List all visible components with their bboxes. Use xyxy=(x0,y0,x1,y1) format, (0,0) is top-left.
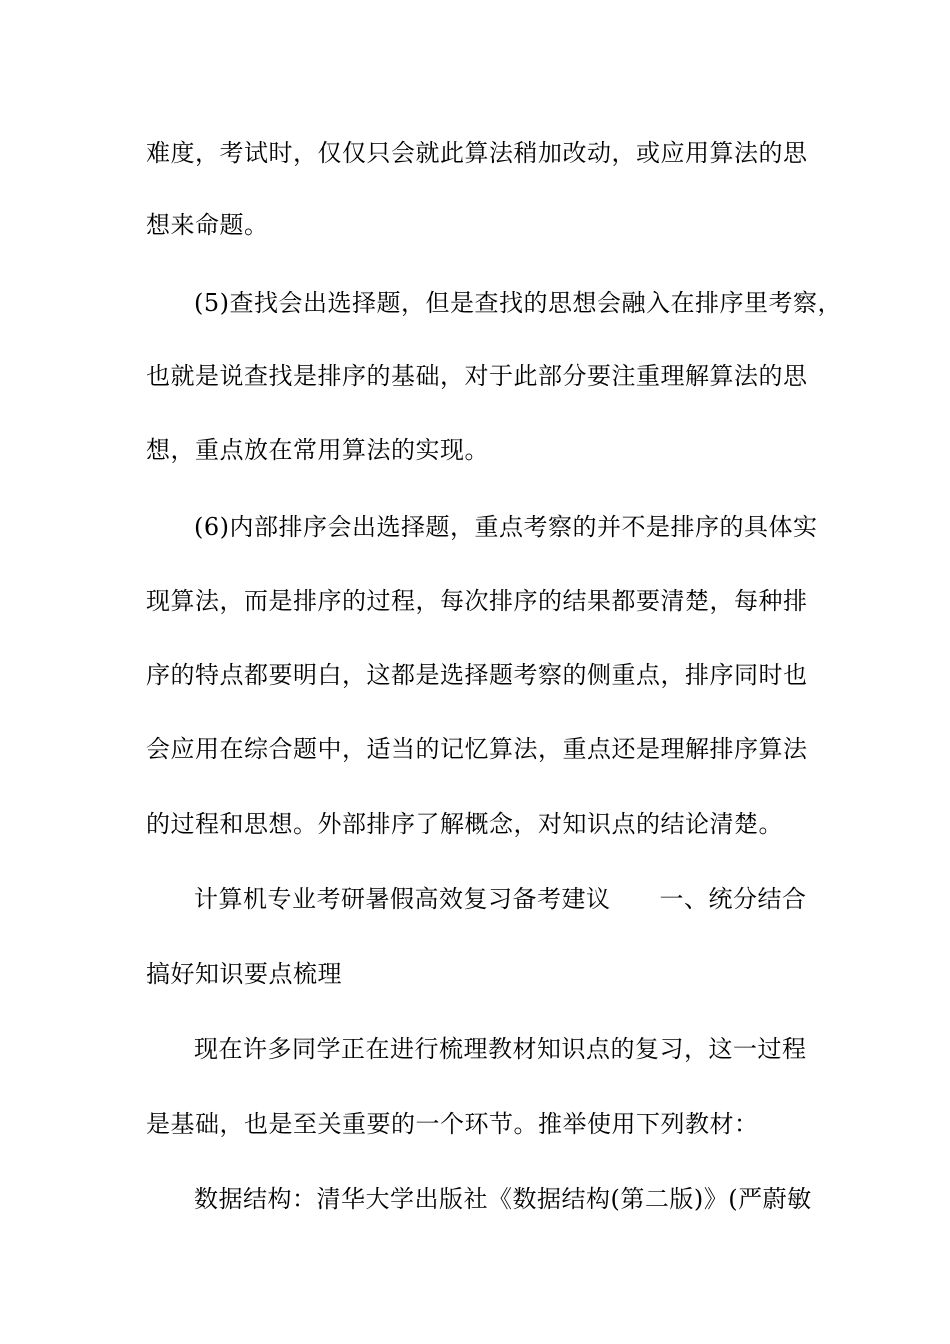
paragraph-start-line: 数据结构：清华大学出版社《数据结构(第二版)》(严蔚敏 xyxy=(194,1185,812,1213)
text-line: 的过程和思想。外部排序了解概念，对知识点的结论清楚。 xyxy=(146,810,783,838)
text-line: 现算法，而是排序的过程，每次排序的结果都要清楚，每种排 xyxy=(146,587,808,615)
text-line: 也就是说查找是排序的基础，对于此部分要注重理解算法的思 xyxy=(146,362,808,390)
section-heading-line: 搞好知识要点梳理 xyxy=(146,960,342,988)
text-line: 难度，考试时，仅仅只会就此算法稍加改动，或应用算法的思 xyxy=(146,139,808,167)
text-line: 想，重点放在常用算法的实现。 xyxy=(146,436,489,464)
text-line: 会应用在综合题中，适当的记忆算法，重点还是理解排序算法 xyxy=(146,735,808,763)
paragraph-start-line: (6)内部排序会出选择题，重点考察的并不是排序的具体实 xyxy=(194,513,818,541)
text-line: 想来命题。 xyxy=(146,211,269,239)
section-heading-line: 计算机专业考研暑假高效复习备考建议 一、统分结合 xyxy=(194,885,807,913)
paragraph-start-line: 现在许多同学正在进行梳理教材知识点的复习，这一过程 xyxy=(194,1035,807,1063)
text-line: 序的特点都要明白，这都是选择题考察的侧重点，排序同时也 xyxy=(146,661,808,689)
text-line: 是基础，也是至关重要的一个环节。推举使用下列教材： xyxy=(146,1110,759,1138)
paragraph-start-line: (5)查找会出选择题，但是查找的思想会融入在排序里考察， xyxy=(194,289,842,317)
